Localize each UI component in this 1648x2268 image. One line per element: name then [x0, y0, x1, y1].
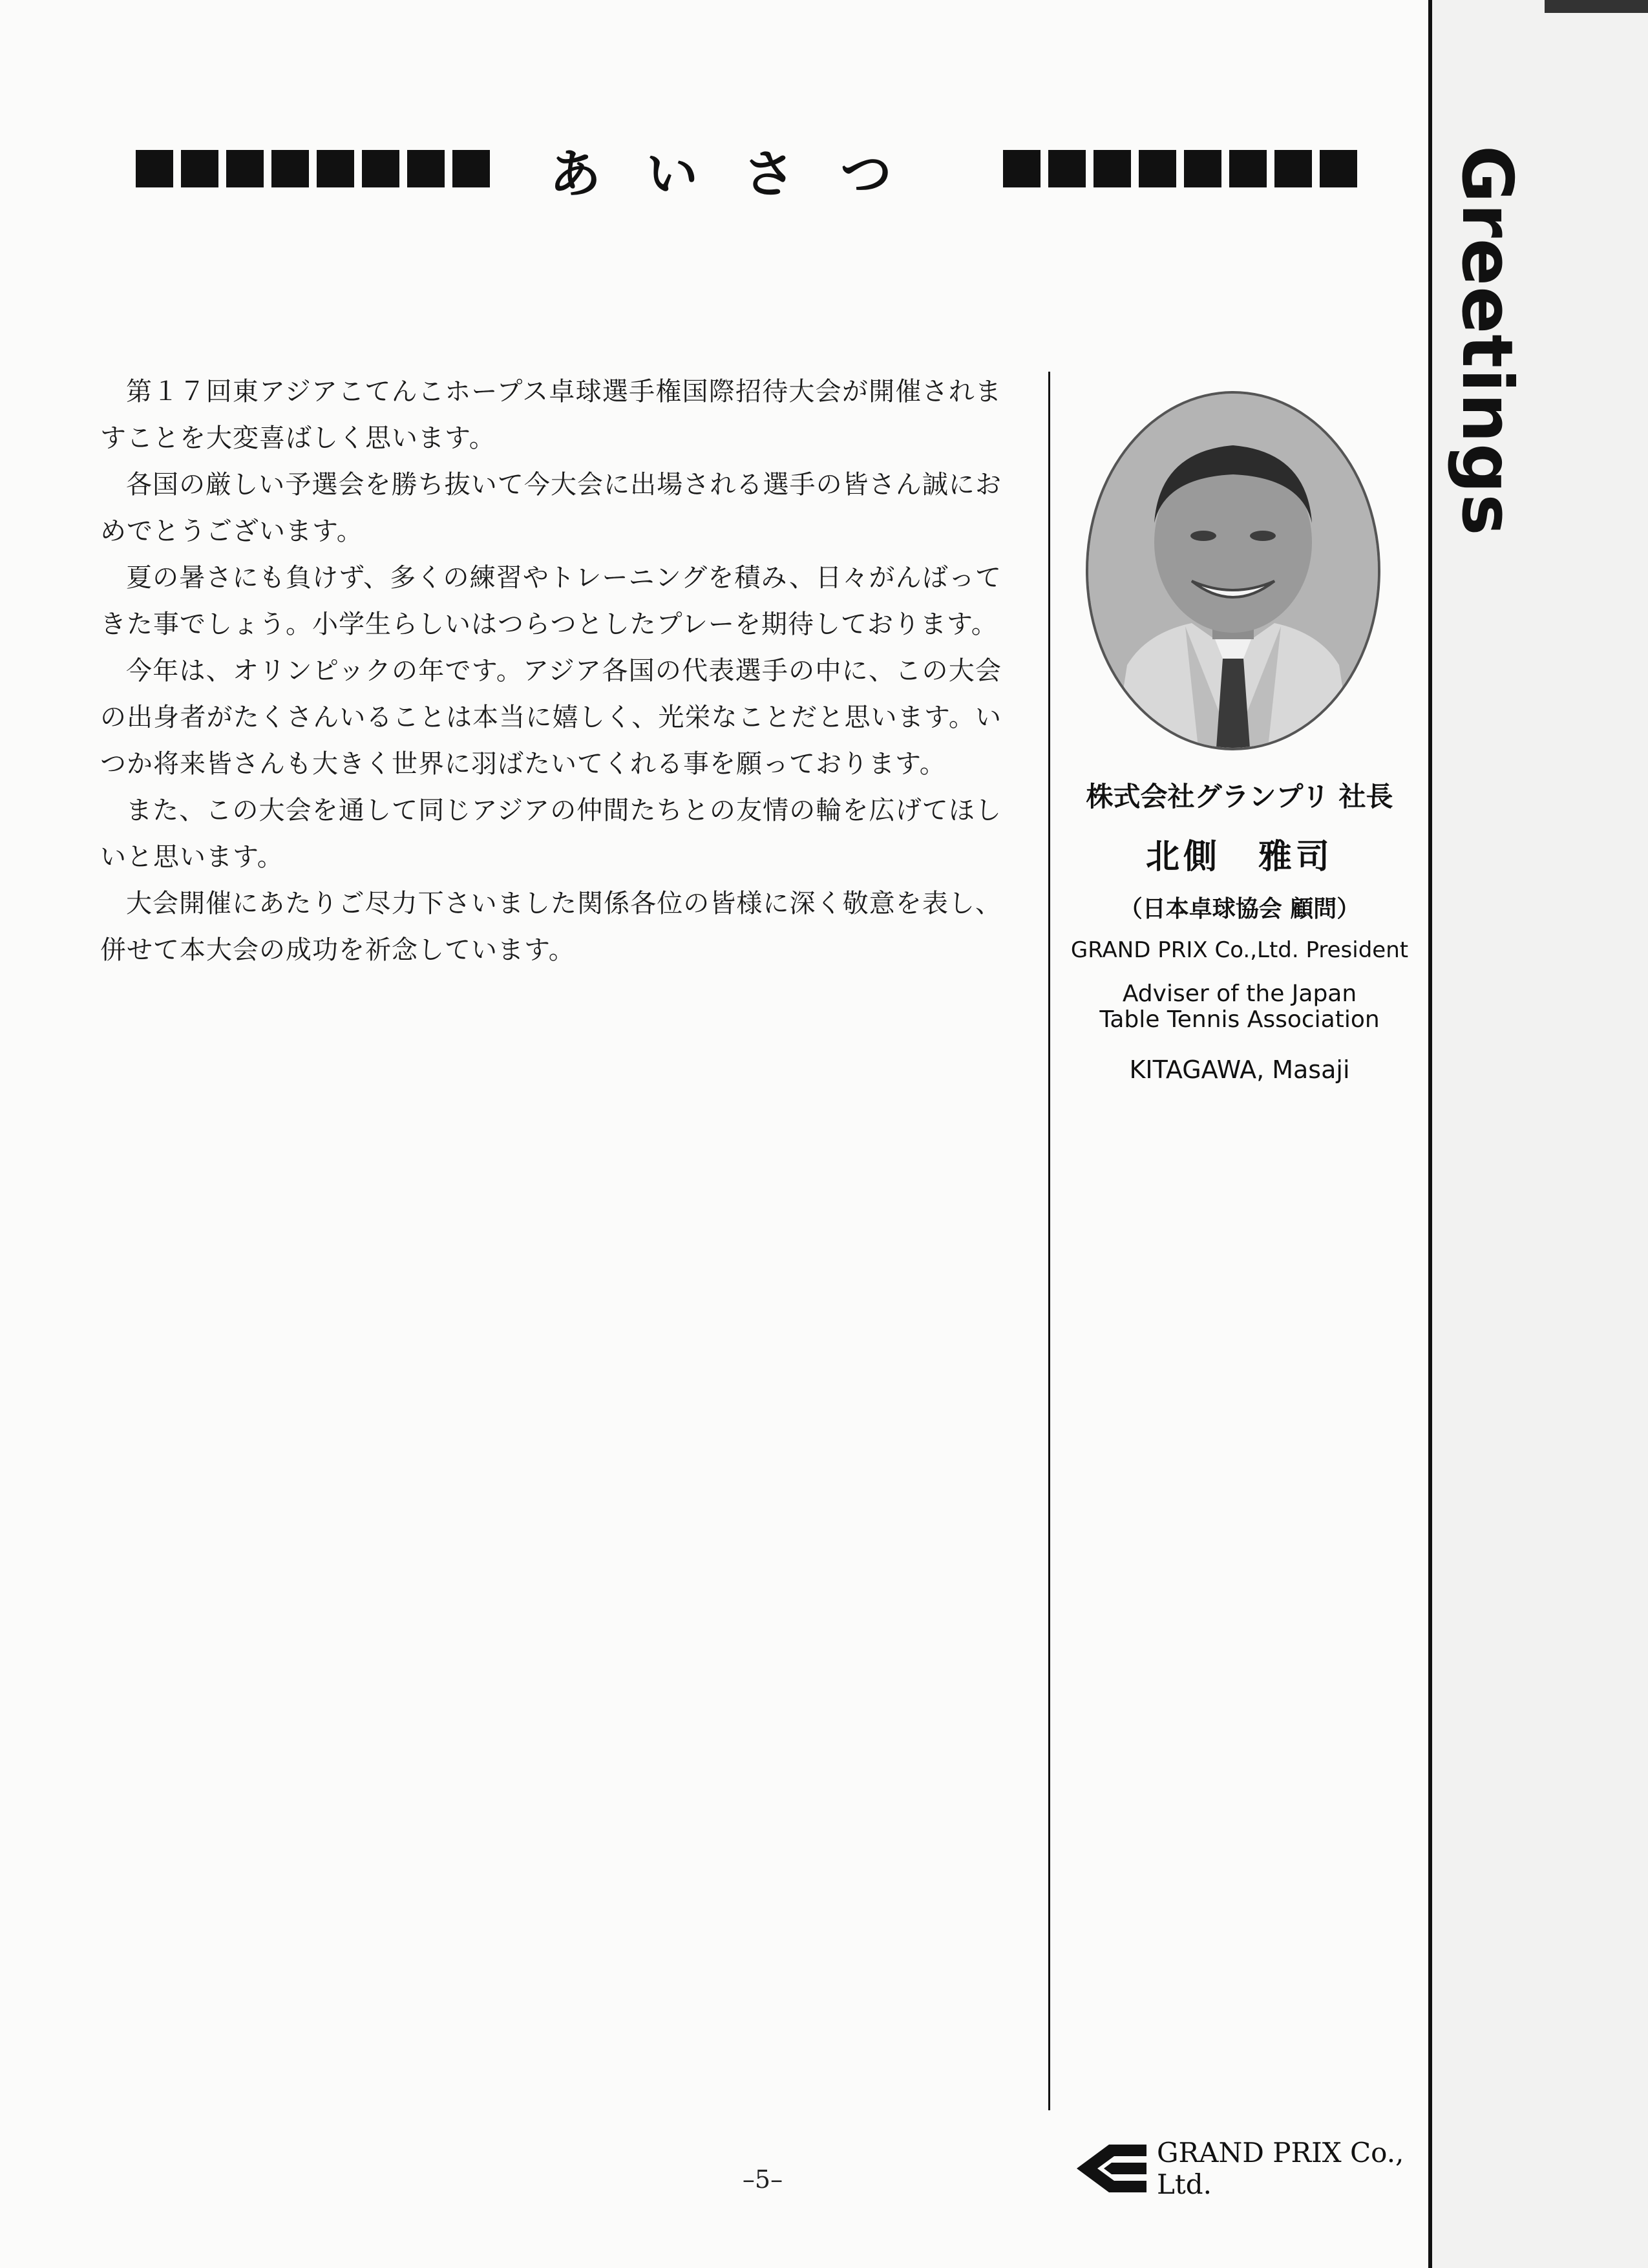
signature-name: 北側 雅司: [1145, 838, 1333, 876]
corner-mark: [1545, 0, 1648, 13]
paragraph: 各国の厳しい予選会を勝ち抜いて今大会に出場される選手の皆さん誠におめでとうございます。: [100, 470, 1002, 546]
heading-right-squares: [1003, 150, 1357, 187]
greeting-body: [100, 368, 1002, 973]
signature-title-english: GRAND PRIX Co.,Ltd. President: [1070, 937, 1409, 963]
signature-name-english: KITAGAWA, Masaji: [1129, 1055, 1350, 1084]
paragraph: 大会開催にあたりご尽力下さいました関係各位の皆様に深く敬意を表し、併せて本大会の成功を祈念しています。: [100, 889, 1002, 965]
footer-company-name: GRAND PRIX Co., Ltd.: [1157, 2137, 1404, 2200]
adviser-line: Table Tennis Association: [1099, 1006, 1380, 1033]
page-number: –5–: [742, 2165, 783, 2194]
heading-left-squares: [136, 150, 490, 187]
paragraph: また、この大会を通して同じアジアの仲間たちとの友情の輪を広げてほしいと思います。: [100, 796, 1002, 872]
signature-association: （日本卓球協会 顧問）: [1119, 896, 1360, 922]
signature-adviser-english: [1052, 981, 1427, 1033]
signature-company: 株式会社グランプリ 社長: [1086, 781, 1393, 812]
right-border-line: [1428, 0, 1432, 2268]
paragraph: 今年は、オリンピックの年です。アジア各国の代表選手の中に、この大会の出身者がたくさんいることは本当に嬉しく、光栄なことだと思います。いつか将来皆さんも大きく世界に羽ばたいてくれる事を願っております。: [100, 656, 1002, 779]
adviser-line: Adviser of the Japan: [1122, 980, 1357, 1007]
grand-prix-logo-icon: [1073, 2141, 1150, 2196]
paragraph: 夏の暑さにも負けず、多くの練習やトレーニングを積み、日々がんばってきた事でしょう。小学生らしいはつらつとしたプレーを期待しております。: [100, 563, 1002, 639]
side-label-greetings: Greetings: [1446, 145, 1527, 536]
page-title: あいさつ: [549, 143, 937, 204]
portrait-photo: [1086, 391, 1380, 750]
footer-brand: [1073, 2137, 1415, 2200]
column-divider: [1048, 372, 1050, 2110]
paragraph: 第１７回東アジアこてんこホープス卓球選手権国際招待大会が開催されますことを大変喜ばしく思います。: [100, 377, 1002, 453]
